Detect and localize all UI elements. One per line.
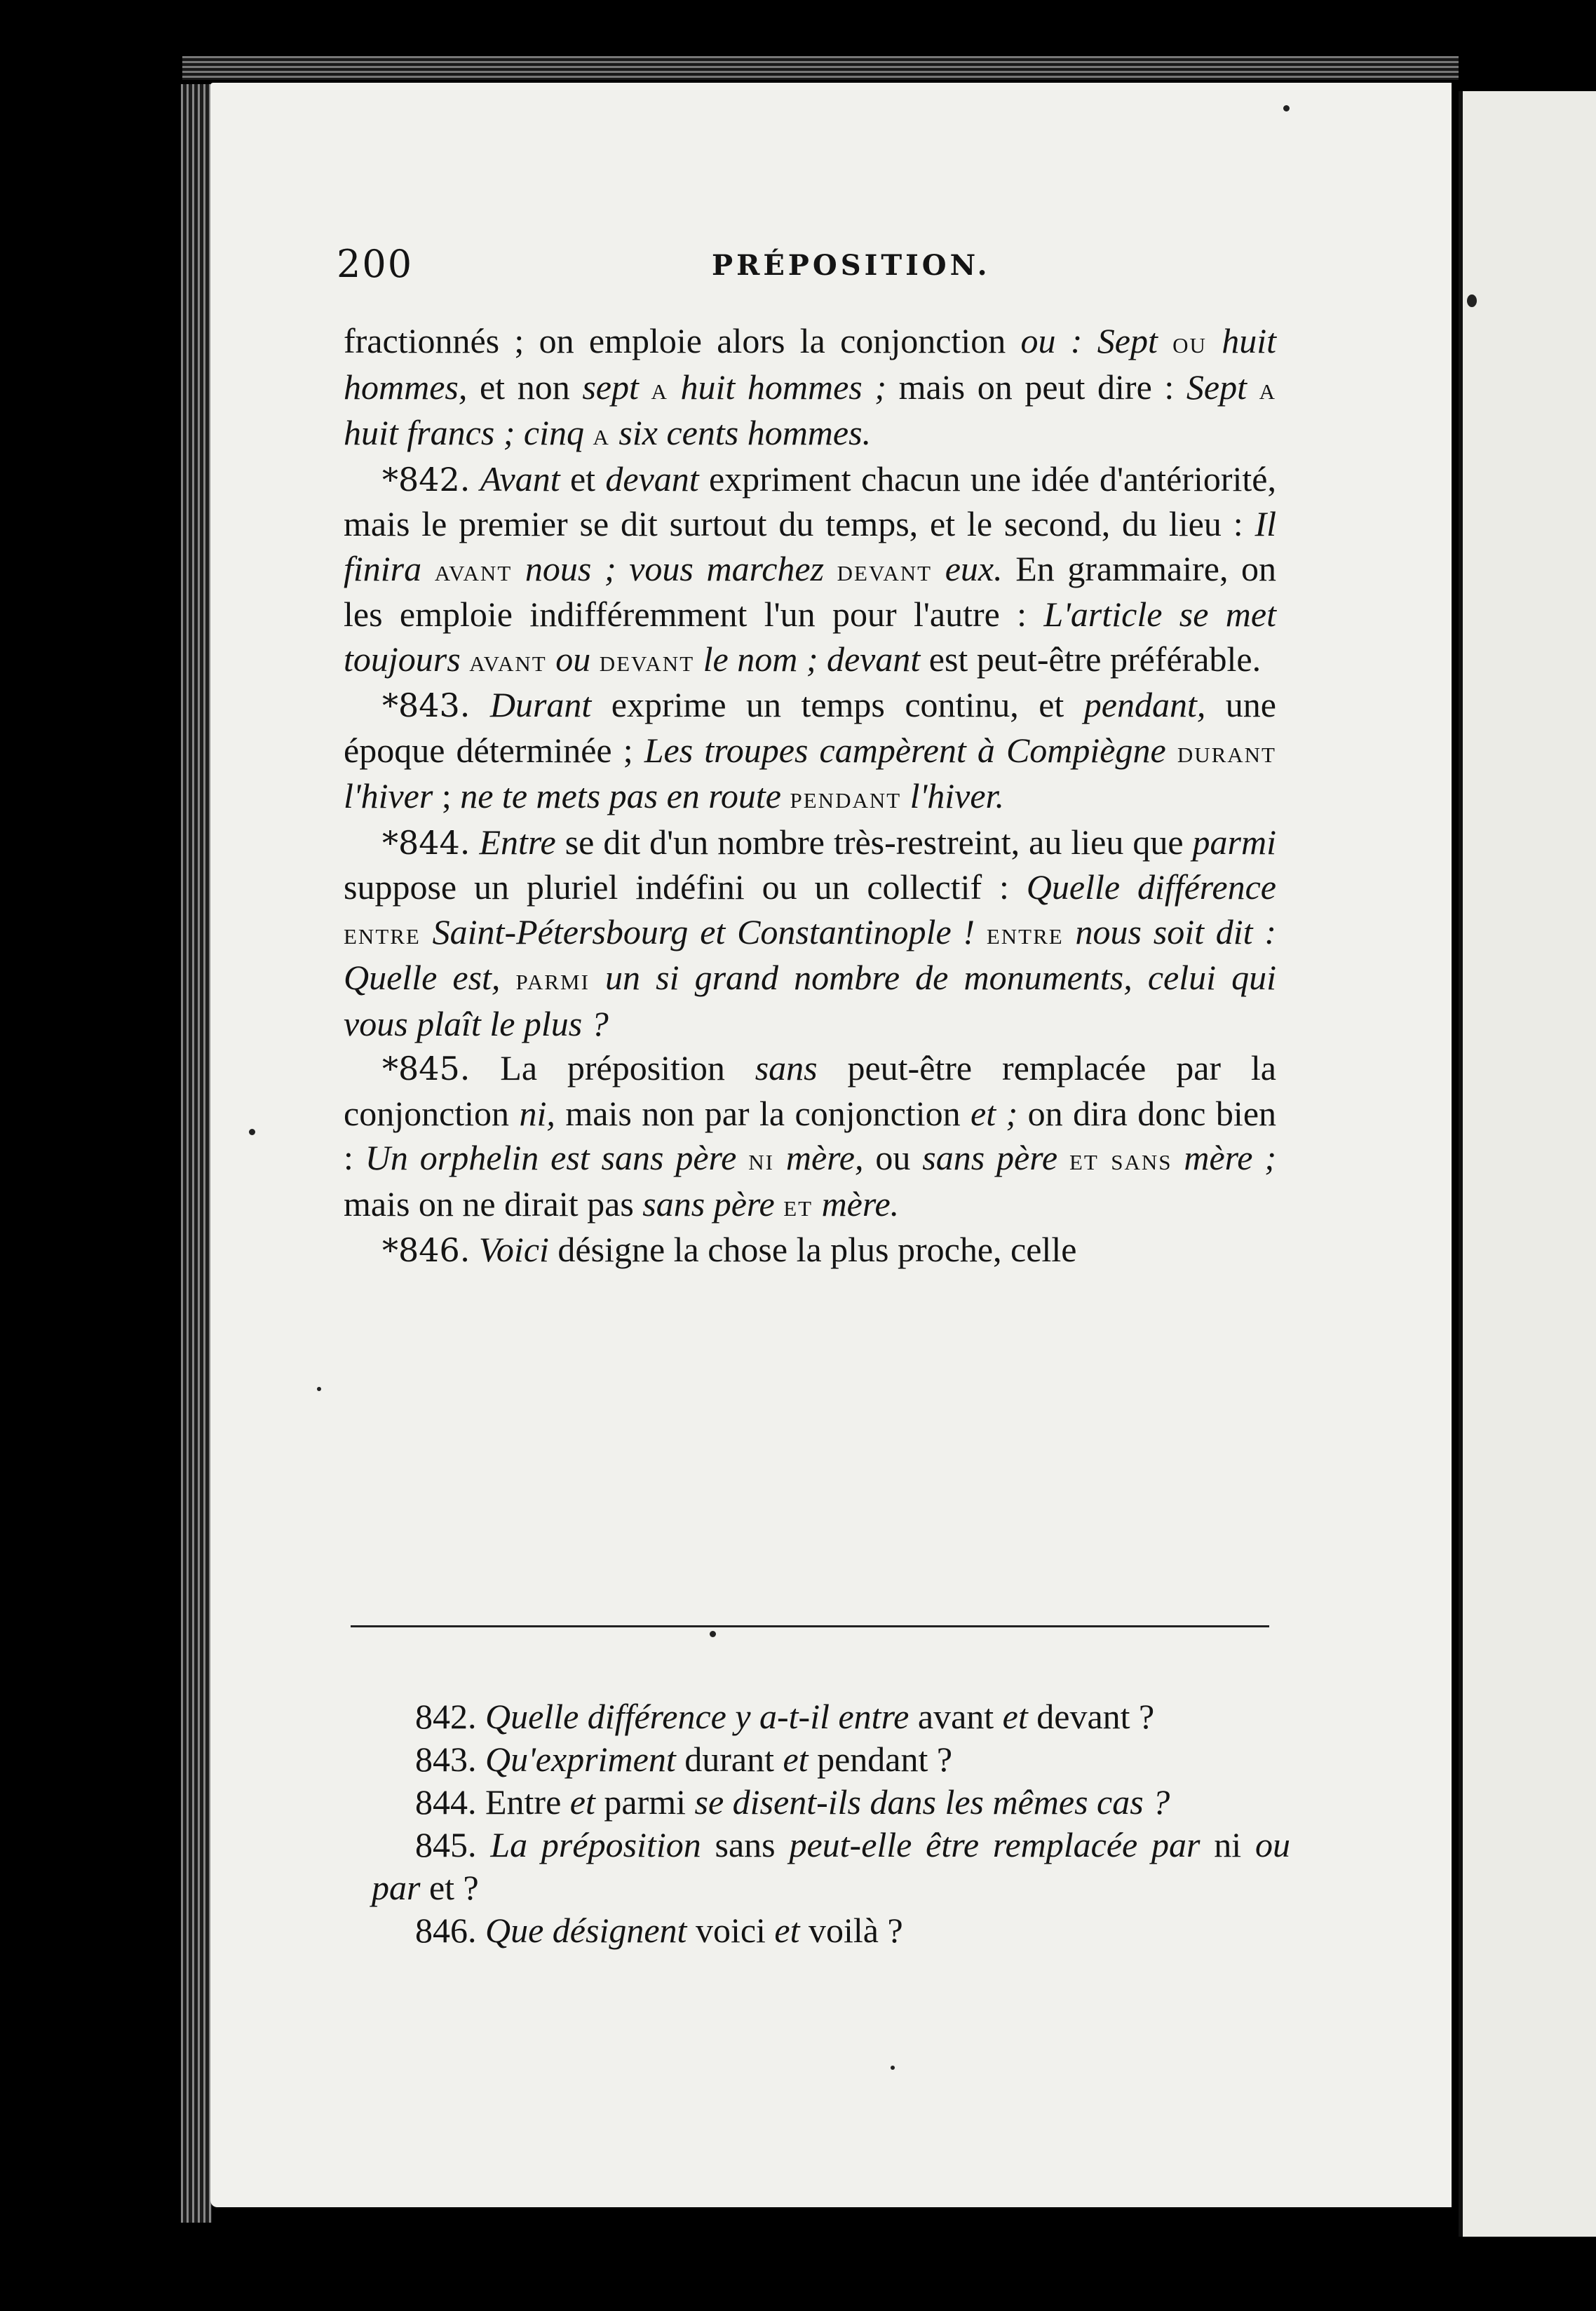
text: sept — [582, 367, 639, 407]
text: exprime un temps continu, et — [591, 685, 1084, 724]
text: entre — [986, 916, 1064, 951]
text: entre — [344, 916, 421, 951]
text: l'hiver. — [909, 776, 1004, 815]
page-stack-top-edge — [182, 56, 1459, 80]
question-number: 843. — [415, 1740, 477, 1779]
paragraph-number: *843. — [382, 686, 471, 724]
paragraph-number: *842. — [382, 460, 471, 499]
speck — [1283, 105, 1290, 111]
paragraph-number: *845. — [382, 1050, 471, 1087]
text: un si grand nombre de monuments, celui qui vous plaît le plus ? — [344, 958, 1276, 1043]
text: devant — [599, 643, 695, 678]
text: et — [569, 1782, 595, 1822]
text: et ; — [971, 1093, 1018, 1133]
text: devant ? — [1027, 1697, 1155, 1736]
text: pendant ? — [808, 1740, 953, 1779]
paragraph-843 — [344, 683, 1276, 820]
text: mais on peut dire : — [886, 367, 1186, 407]
paragraph-number: *844. — [382, 823, 471, 862]
text: En grammaire, on les emploie indifféremment l'un pour l'autre : — [344, 548, 1277, 634]
paragraph-842 — [344, 457, 1276, 684]
text: Entre — [479, 822, 556, 862]
text: La préposition — [470, 1048, 755, 1087]
text: Les troupes campèrent à Compiègne — [644, 730, 1166, 770]
running-title: PRÉPOSITION. — [712, 249, 991, 282]
text: mère, — [785, 1138, 864, 1177]
text: et non — [467, 367, 583, 407]
text: le nom ; devant — [703, 639, 921, 679]
text: avant — [434, 553, 513, 588]
text: et — [783, 1188, 813, 1223]
text: et — [560, 459, 606, 499]
text: une époque déterminée ; — [344, 685, 1276, 770]
text: voici — [687, 1911, 775, 1950]
text: ; — [433, 776, 461, 815]
text: l'hiver — [344, 776, 433, 815]
text: a — [593, 417, 610, 452]
text: voilà ? — [799, 1911, 903, 1950]
text: huit hommes ; — [680, 367, 887, 407]
text: ne te mets pas en route — [460, 776, 781, 815]
text: La préposition — [490, 1825, 701, 1864]
paragraph-846 — [344, 1228, 1276, 1273]
text: nous ; vous marchez — [525, 548, 825, 588]
page-stack-left-edge — [181, 84, 212, 2223]
page-number: 200 — [337, 242, 414, 286]
paragraph-number: *846. — [382, 1231, 471, 1269]
text: devant — [605, 459, 699, 499]
text: se dit d'un nombre très-restreint, au lieu que — [555, 822, 1193, 862]
text: Avant — [480, 459, 560, 499]
text: Que désignent — [485, 1911, 687, 1950]
text: pendant — [790, 780, 902, 815]
text: pendant, — [1083, 685, 1206, 724]
text: ou : Sept — [1020, 321, 1158, 360]
text: suppose un pluriel indéfini ou un collectif : — [344, 867, 1027, 907]
speck — [891, 2066, 895, 2070]
question-842 — [372, 1695, 1290, 1738]
text: et — [783, 1740, 809, 1779]
text: eux. — [945, 548, 1003, 588]
question-843 — [372, 1738, 1290, 1781]
text: désigne la chose la plus proche, celle — [548, 1230, 1077, 1269]
facing-page-edge — [1459, 91, 1596, 2237]
question-number: 842. — [415, 1697, 477, 1736]
text: ou — [555, 639, 591, 679]
footnote-divider — [351, 1625, 1269, 1627]
text: ou — [863, 1138, 923, 1177]
text: et ? — [420, 1868, 479, 1907]
text: fractionnés ; on emploie alors la conjonction — [344, 321, 1021, 360]
text: ni — [1200, 1825, 1256, 1864]
text: on dira donc bien : — [344, 1093, 1277, 1177]
text: Saint-Pétersbourg et Constantinople ! — [432, 911, 975, 951]
speck — [249, 1129, 255, 1135]
text: Entre — [485, 1782, 570, 1822]
text: Sept — [1186, 367, 1247, 407]
text: sans père — [922, 1138, 1058, 1177]
paragraph-intro — [344, 319, 1276, 457]
question-number: 844. — [415, 1782, 477, 1822]
text: parmi — [1192, 822, 1277, 862]
text: mais non par la conjonction — [555, 1093, 971, 1133]
text: nous soit dit : Quelle est, — [344, 911, 1276, 997]
text: peut-être remplacée par la conjonction — [344, 1048, 1276, 1133]
text: expriment chacun une idée d'antériorité, mais le premier se dit surtout du temps, et le second, du lieu : — [344, 459, 1276, 543]
text: huit francs ; cinq — [344, 413, 585, 452]
text: sans père — [642, 1184, 775, 1224]
text: Qu'expriment — [485, 1740, 676, 1779]
paragraph-845 — [344, 1046, 1276, 1228]
speck — [1467, 294, 1477, 307]
text: ni — [748, 1142, 774, 1177]
text: Un orphelin est sans père — [365, 1138, 737, 1177]
text: huit hommes, — [344, 321, 1277, 407]
text: parmi — [595, 1782, 695, 1822]
question-845 — [372, 1824, 1290, 1909]
question-844 — [372, 1781, 1290, 1824]
text: L'article se met toujours — [344, 595, 1276, 679]
text: sans — [701, 1825, 790, 1864]
text: est peut-être préférable. — [920, 639, 1262, 679]
text: Quelle différence y a-t-il entre — [485, 1697, 909, 1736]
text: ni, — [519, 1093, 555, 1133]
text: ou — [1172, 325, 1207, 360]
text: a — [651, 371, 668, 406]
text: six cents hommes. — [618, 413, 872, 452]
review-questions — [372, 1695, 1290, 1952]
text: Voici — [478, 1230, 549, 1269]
text: ou par — [372, 1825, 1291, 1907]
text: durant — [1177, 734, 1276, 769]
text: Il finira — [344, 504, 1276, 588]
text: avant — [909, 1697, 1003, 1736]
text: parmi — [515, 962, 590, 996]
text: se disent-ils dans les mêmes cas ? — [694, 1782, 1170, 1822]
text: a — [1259, 371, 1277, 406]
question-number: 846. — [415, 1911, 477, 1950]
text: Quelle différence — [1026, 867, 1276, 907]
text: peut-elle être remplacée par — [789, 1825, 1201, 1864]
text: mais on ne dirait pas — [344, 1184, 643, 1224]
text: et — [1002, 1697, 1028, 1736]
speck — [317, 1387, 321, 1391]
text: durant — [675, 1740, 783, 1779]
text: avant — [469, 643, 547, 678]
text: Durant — [489, 685, 592, 724]
main-text — [344, 319, 1276, 1273]
text: mère ; — [1184, 1138, 1276, 1177]
page-header — [337, 242, 1290, 298]
speck — [710, 1631, 716, 1637]
text: et — [774, 1911, 800, 1950]
text: mère. — [821, 1184, 900, 1224]
paragraph-844 — [344, 820, 1276, 1047]
text: et sans — [1069, 1142, 1172, 1177]
text: devant — [837, 553, 933, 588]
question-846 — [372, 1909, 1290, 1952]
text: sans — [755, 1048, 818, 1087]
question-number: 845. — [415, 1825, 477, 1864]
